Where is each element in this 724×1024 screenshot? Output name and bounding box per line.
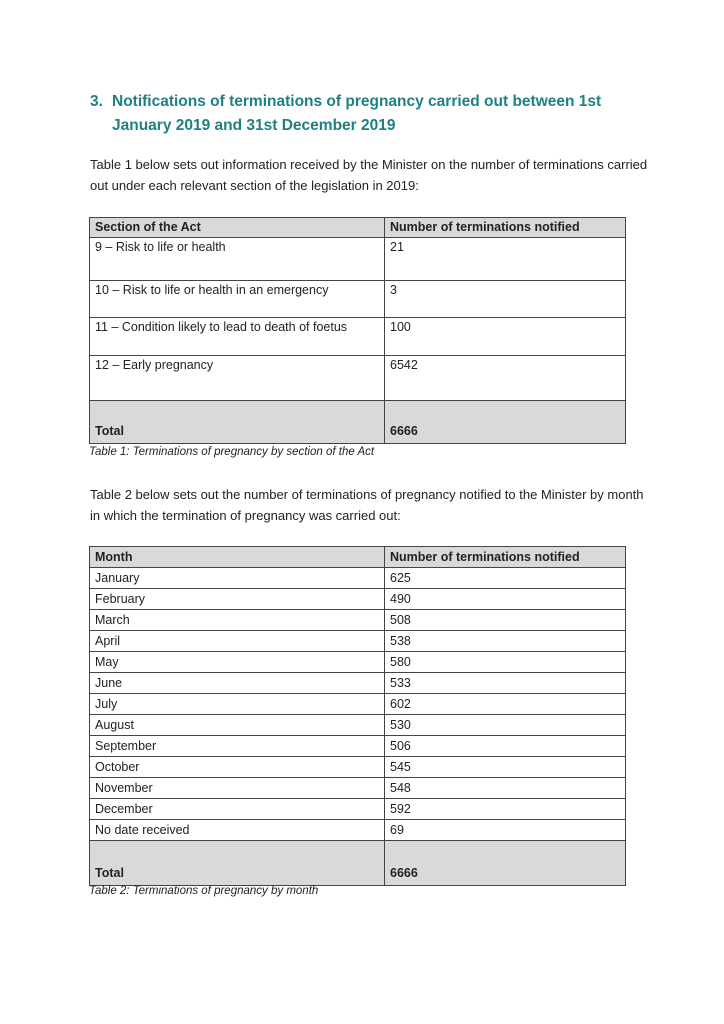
table-row — [90, 673, 626, 694]
table-cell: No date received — [90, 820, 385, 841]
table-row — [90, 799, 626, 820]
table-2 — [89, 546, 626, 886]
column-header: Month — [90, 547, 385, 568]
table-cell: March — [90, 610, 385, 631]
column-header: Number of terminations notified — [385, 547, 626, 568]
table-cell: 545 — [385, 757, 626, 778]
table-cell: 580 — [385, 652, 626, 673]
table-total-row — [90, 401, 626, 444]
table-cell: 548 — [385, 778, 626, 799]
table-row — [90, 652, 626, 673]
table-cell: 69 — [385, 820, 626, 841]
table-cell: June — [90, 673, 385, 694]
total-label: Total — [90, 841, 385, 886]
table-row — [90, 736, 626, 757]
total-value: 6666 — [385, 841, 626, 886]
total-label: Total — [90, 401, 385, 444]
table-row — [90, 694, 626, 715]
table-cell: September — [90, 736, 385, 757]
column-header: Number of terminations notified — [385, 218, 626, 238]
table-cell: 506 — [385, 736, 626, 757]
table-cell: 3 — [385, 281, 626, 318]
table-total-row — [90, 841, 626, 886]
table-cell: 602 — [385, 694, 626, 715]
table-cell: 21 — [385, 238, 626, 281]
table-cell: 533 — [385, 673, 626, 694]
section-number: 3. — [90, 93, 103, 110]
table-cell: 592 — [385, 799, 626, 820]
intro-paragraph-1: Table 1 below sets out information received by the Minister on the number of terminations carried out under each relevant section of the legislation in 2019: — [90, 157, 648, 193]
table-1 — [89, 217, 626, 444]
table-cell: 100 — [385, 318, 626, 356]
table-cell: 508 — [385, 610, 626, 631]
table-row — [90, 631, 626, 652]
table-cell: 530 — [385, 715, 626, 736]
total-value: 6666 — [385, 401, 626, 444]
table-cell: 6542 — [385, 356, 626, 401]
table-cell: November — [90, 778, 385, 799]
table-header-row — [90, 547, 626, 568]
table-row — [90, 238, 626, 281]
table-row — [90, 757, 626, 778]
table-cell: 490 — [385, 589, 626, 610]
table-2-caption: Table 2: Terminations of pregnancy by month — [89, 885, 319, 897]
table-cell: August — [90, 715, 385, 736]
table-cell: July — [90, 694, 385, 715]
table-cell: April — [90, 631, 385, 652]
section-title: Notifications of terminations of pregnancy carried out between 1st January 2019 and 31st December 2019 — [112, 93, 602, 134]
table-cell: December — [90, 799, 385, 820]
table-row — [90, 589, 626, 610]
table-cell: May — [90, 652, 385, 673]
table-cell: 11 – Condition likely to lead to death of foetus — [90, 318, 385, 356]
section-heading — [90, 90, 650, 138]
table-row — [90, 281, 626, 318]
intro-paragraph-2: Table 2 below sets out the number of terminations of pregnancy notified to the Minister by month in which the termination of pregnancy was carried out: — [90, 487, 644, 523]
table-row — [90, 318, 626, 356]
table-cell: 9 – Risk to life or health — [90, 238, 385, 281]
table-row — [90, 715, 626, 736]
table-1-caption: Table 1: Terminations of pregnancy by section of the Act — [89, 446, 375, 458]
table-row — [90, 778, 626, 799]
table-cell: February — [90, 589, 385, 610]
table-cell: 12 – Early pregnancy — [90, 356, 385, 401]
table-row — [90, 356, 626, 401]
table-cell: October — [90, 757, 385, 778]
table-header-row — [90, 218, 626, 238]
table-cell: 538 — [385, 631, 626, 652]
table-row — [90, 568, 626, 589]
table-row — [90, 610, 626, 631]
table-row — [90, 820, 626, 841]
table-cell: January — [90, 568, 385, 589]
table-cell: 625 — [385, 568, 626, 589]
table-cell: 10 – Risk to life or health in an emergency — [90, 281, 385, 318]
column-header: Section of the Act — [90, 218, 385, 238]
